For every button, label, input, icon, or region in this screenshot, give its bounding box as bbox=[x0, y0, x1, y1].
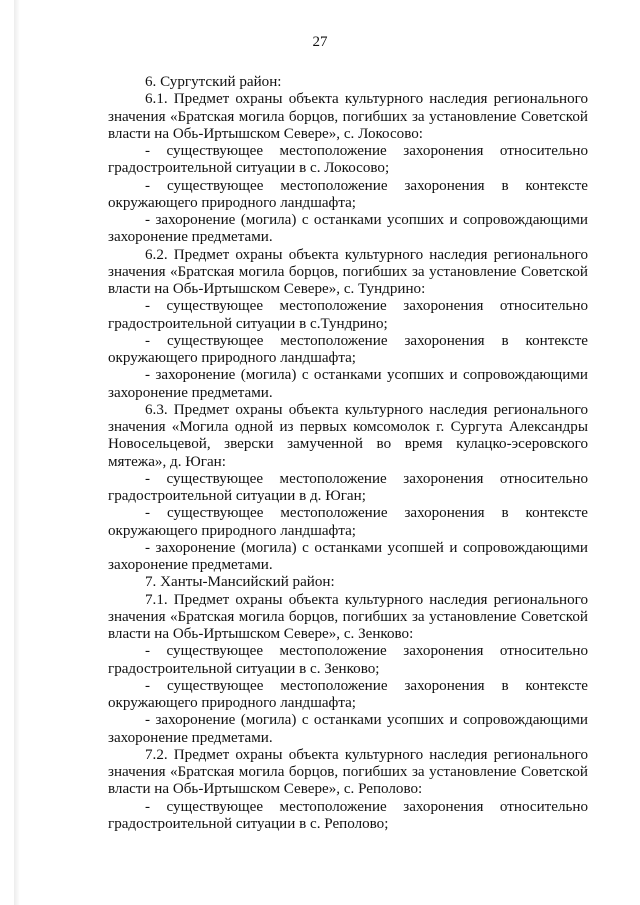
text-line: - существующее местоположение захоронения относительно bbox=[145, 798, 588, 815]
text-line: значения «Братская могила борцов, погибших за установление Советской bbox=[108, 608, 588, 625]
text-line: - существующее местоположение захоронения в контексте bbox=[145, 332, 588, 349]
text-line: захоронение предметами. bbox=[108, 229, 273, 246]
text-line: - существующее местоположение захоронения относительно bbox=[145, 470, 588, 487]
text-line: - захоронение (могила) с останками усопших и сопровождающими bbox=[145, 367, 588, 384]
text-line: власти на Обь-Иртышском Севере», с. Тундрино: bbox=[108, 281, 426, 297]
text-line: власти на Обь-Иртышском Севере», с. Локосово: bbox=[108, 125, 423, 142]
text-line: градостроительной ситуации в с.Тундрино; bbox=[108, 315, 388, 332]
text-line: окружающего природного ландшафта; bbox=[108, 695, 356, 711]
page-number: 27 bbox=[312, 34, 328, 50]
text-line: 6. Сургутский район: bbox=[145, 74, 282, 90]
text-line: захоронение предметами. bbox=[108, 557, 273, 573]
text-line: - существующее местоположение захоронения в контексте bbox=[145, 677, 588, 694]
text-line: 6.2. Предмет охраны объекта культурного наследия регионального bbox=[145, 246, 588, 263]
text-line: власти на Обь-Иртышском Севере», с. Зенково: bbox=[108, 626, 414, 642]
document-body bbox=[108, 74, 588, 833]
text-line: 6.3. Предмет охраны объекта культурного наследия регионального bbox=[145, 401, 588, 418]
text-line: захоронение предметами. bbox=[108, 384, 273, 401]
text-line: градостроительной ситуации в с. Реполово; bbox=[108, 815, 389, 832]
text-line: - существующее местоположение захоронения в контексте bbox=[145, 177, 588, 194]
scan-edge-shadow bbox=[14, 0, 20, 905]
text-line: значения «Братская могила борцов, погибших за установление Советской bbox=[108, 764, 588, 780]
text-line: - существующее местоположение захоронения относительно bbox=[145, 298, 588, 315]
text-line: градостроительной ситуации в д. Юган; bbox=[108, 488, 366, 504]
text-line: градостроительной ситуации в с. Зенково; bbox=[108, 660, 380, 677]
text-line: окружающего природного ландшафта; bbox=[108, 522, 356, 539]
text-line: 7.2. Предмет охраны объекта культурного наследия регионального bbox=[145, 746, 588, 763]
text-line: 7.1. Предмет охраны объекта культурного наследия регионального bbox=[145, 591, 588, 608]
text-line: окружающего природного ландшафта; bbox=[108, 194, 356, 211]
text-line: 7. Ханты-Мансийский район: bbox=[145, 574, 335, 591]
text-line: - существующее местоположение захоронения относительно bbox=[145, 143, 588, 159]
text-line: - существующее местоположение захоронения относительно bbox=[145, 643, 588, 660]
text-line: - захоронение (могила) с останками усопшей и сопровождающими bbox=[145, 539, 588, 556]
text-line: 6.1. Предмет охраны объекта культурного наследия регионального bbox=[145, 91, 588, 108]
text-line: значения «Братская могила борцов, погибших за установление Советской bbox=[108, 263, 588, 280]
text-line: власти на Обь-Иртышском Севере», с. Реполово: bbox=[108, 781, 423, 798]
text-line: Новосельцевой, зверски замученной во время кулацко-эсеровского bbox=[108, 436, 588, 453]
text-line: окружающего природного ландшафта; bbox=[108, 350, 356, 366]
text-line: - существующее местоположение захоронения в контексте bbox=[145, 505, 588, 522]
text-line: - захоронение (могила) с останками усопших и сопровождающими bbox=[145, 212, 588, 228]
text-line: значения «Братская могила борцов, погибших за установление Советской bbox=[108, 108, 588, 125]
text-line: градостроительной ситуации в с. Локосово; bbox=[108, 160, 390, 177]
text-line: мятежа», д. Юган: bbox=[108, 453, 226, 470]
text-line: захоронение предметами. bbox=[108, 729, 273, 746]
text-line: значения «Могила одной из первых комсомолок г. Сургута Александры bbox=[108, 419, 588, 435]
text-line: - захоронение (могила) с останками усопших и сопровождающими bbox=[145, 712, 588, 729]
